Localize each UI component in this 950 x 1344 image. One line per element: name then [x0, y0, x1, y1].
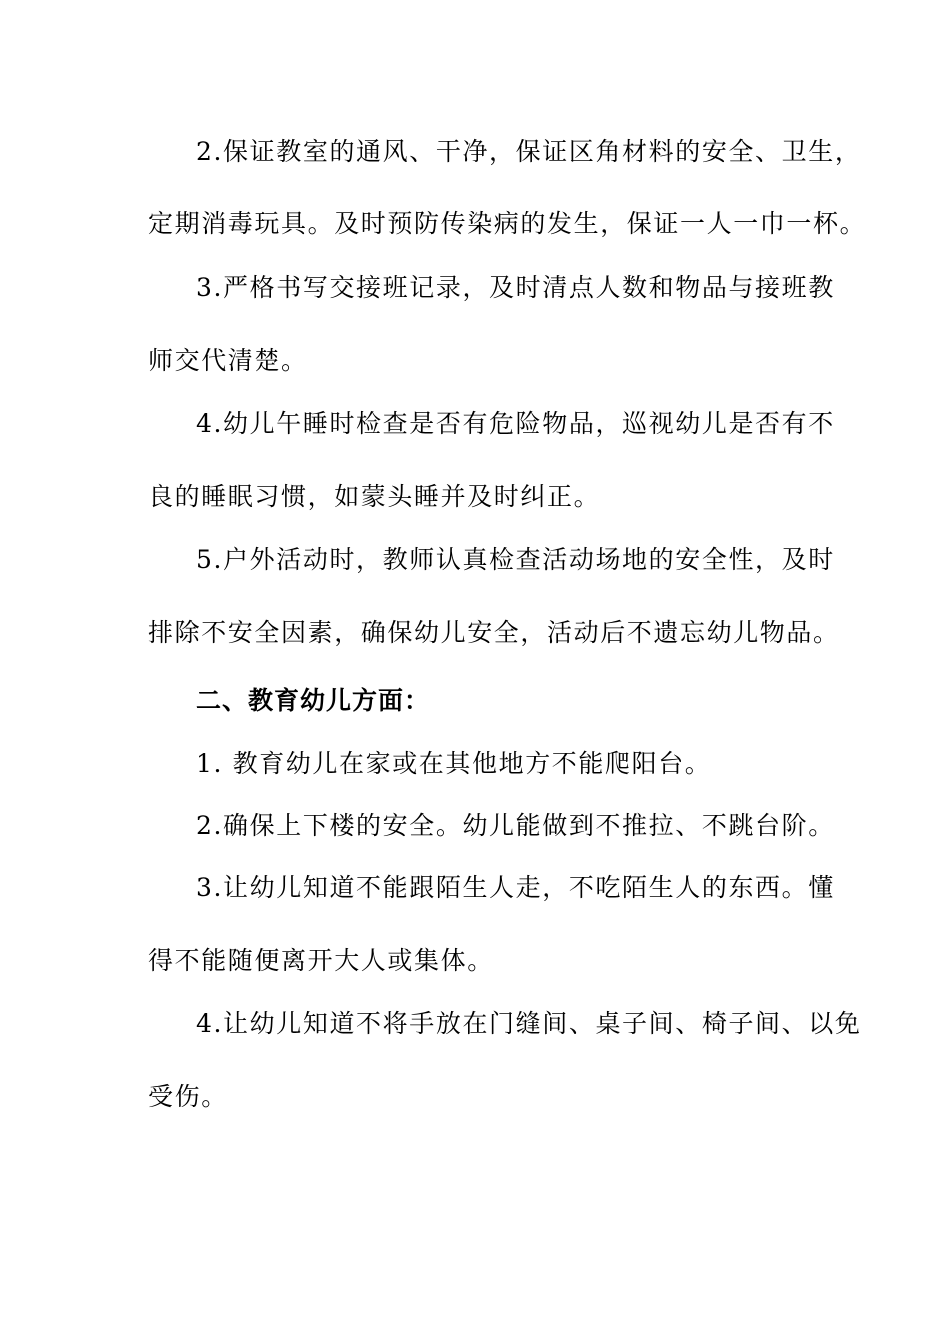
education-item-4-line-2: 受伤。	[148, 1082, 228, 1111]
education-item-2: 2.确保上下楼的安全。幼儿能做到不推拉、不跳台阶。	[196, 811, 835, 840]
paragraph-5-line-2: 排除不安全因素，确保幼儿安全，活动后不遗忘幼儿物品。	[148, 618, 840, 647]
education-item-3-line-1: 3.让幼儿知道不能跟陌生人走，不吃陌生人的东西。懂	[196, 873, 835, 902]
education-item-4-line-1: 4.让幼儿知道不将手放在门缝间、桌子间、椅子间、以免	[196, 1009, 862, 1038]
section-heading: 二、教育幼儿方面：	[196, 686, 431, 715]
paragraph-4-line-1: 4.幼儿午睡时检查是否有危险物品，巡视幼儿是否有不	[196, 409, 835, 438]
paragraph-2-line-2: 定期消毒玩具。及时预防传染病的发生，保证一人一巾一杯。	[148, 209, 867, 238]
paragraph-4-line-2: 良的睡眠习惯，如蒙头睡并及时纠正。	[148, 482, 601, 511]
education-item-3-line-2: 得不能随便离开大人或集体。	[148, 946, 494, 975]
paragraph-5-line-1: 5.户外活动时，教师认真检查活动场地的安全性，及时	[196, 545, 835, 574]
paragraph-3-line-1: 3.严格书写交接班记录，及时清点人数和物品与接班教	[196, 273, 835, 302]
paragraph-3-line-2: 师交代清楚。	[148, 346, 308, 375]
education-item-1: 1. 教育幼儿在家或在其他地方不能爬阳台。	[196, 749, 712, 778]
paragraph-2-line-1: 2.保证教室的通风、干净，保证区角材料的安全、卫生，	[196, 137, 862, 166]
